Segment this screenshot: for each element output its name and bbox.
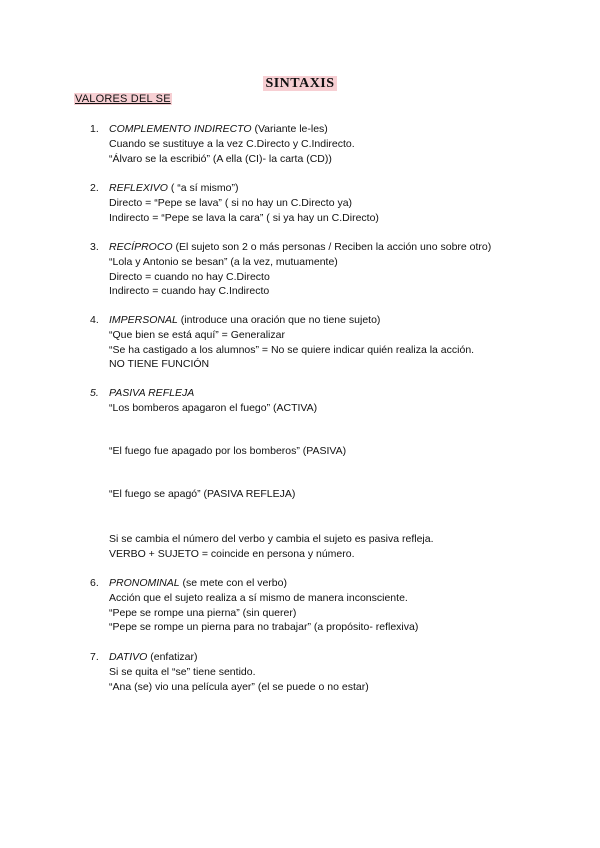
item-heading	[109, 181, 239, 195]
item-heading	[109, 386, 194, 400]
item-term: COMPLEMENTO INDIRECTO	[109, 123, 252, 135]
item-desc: ( “a sí mismo”)	[167, 182, 239, 194]
item-line: Directo = cuando no hay C.Directo	[109, 271, 270, 283]
item-term: PASIVA REFLEJA	[109, 387, 195, 399]
item-line: “El fuego fue apagado por los bomberos” (PASIVA)	[109, 445, 347, 457]
item-number: 1.	[90, 123, 99, 135]
item-number: 5.	[90, 387, 99, 399]
title-row	[0, 74, 600, 92]
item-line: Directo = “Pepe se lava” ( si no hay un C.Directo ya)	[109, 197, 353, 209]
item-line: “Se ha castigado a los alumnos” = No se quiere indicar quién realiza la acción.	[109, 344, 475, 356]
item-term: RECÍPROCO	[109, 241, 173, 253]
item-number: 7.	[90, 651, 99, 663]
item-line: Si se cambia el número del verbo y cambia el sujeto es pasiva refleja.	[109, 533, 434, 545]
item-heading	[109, 650, 198, 664]
item-heading	[109, 240, 491, 254]
item-term: PRONOMINAL	[109, 577, 180, 589]
item-line: Indirecto = “Pepe se lava la cara” ( si ya hay un C.Directo)	[109, 212, 379, 224]
item-heading	[109, 576, 287, 590]
item-number: 2.	[90, 182, 99, 194]
section-subtitle: VALORES DEL SE	[75, 93, 171, 105]
item-line: Indirecto = cuando hay C.Indirecto	[109, 285, 270, 297]
item-number: 4.	[90, 314, 99, 326]
item-desc: (enfatizar)	[147, 651, 198, 663]
document-title: SINTAXIS	[265, 76, 335, 91]
item-line: Acción que el sujeto realiza a sí mismo de manera inconsciente.	[109, 592, 408, 604]
item-number: 6.	[90, 577, 99, 589]
item-line: “Lola y Antonio se besan” (a la vez, mutuamente)	[109, 256, 338, 268]
item-term: REFLEXIVO	[109, 182, 168, 194]
item-heading	[109, 313, 380, 327]
item-line: Cuando se sustituye a la vez C.Directo y C.Indirecto.	[109, 138, 355, 150]
item-line: VERBO + SUJETO = coincide en persona y número.	[109, 548, 355, 560]
item-line: “Que bien se está aquí” = Generalizar	[109, 329, 285, 341]
item-desc: (Variante le-les)	[251, 123, 328, 135]
item-line: “Pepe se rompe un pierna para no trabajar” (a propósito- reflexiva)	[109, 621, 419, 633]
item-line: Si se quita el “se” tiene sentido.	[109, 666, 256, 678]
item-line: “Pepe se rompe una pierna” (sin querer)	[109, 607, 297, 619]
item-line: “Álvaro se la escribió” (A ella (CI)- la carta (CD))	[109, 153, 332, 165]
item-line: “Los bomberos apagaron el fuego” (ACTIVA)	[109, 402, 318, 414]
item-desc: (introduce una oración que no tiene sujeto)	[177, 314, 381, 326]
item-line: “Ana (se) vio una película ayer” (el se puede o no estar)	[109, 681, 369, 693]
item-term: IMPERSONAL	[109, 314, 178, 326]
item-desc: (El sujeto son 2 o más personas / Reciben la acción uno sobre otro)	[172, 241, 492, 253]
item-desc: (se mete con el verbo)	[179, 577, 287, 589]
item-heading	[109, 122, 328, 136]
item-term: DATIVO	[109, 651, 148, 663]
item-number: 3.	[90, 241, 99, 253]
item-line: NO TIENE FUNCIÓN	[109, 358, 210, 370]
item-line: “El fuego se apagó” (PASIVA REFLEJA)	[109, 488, 296, 500]
